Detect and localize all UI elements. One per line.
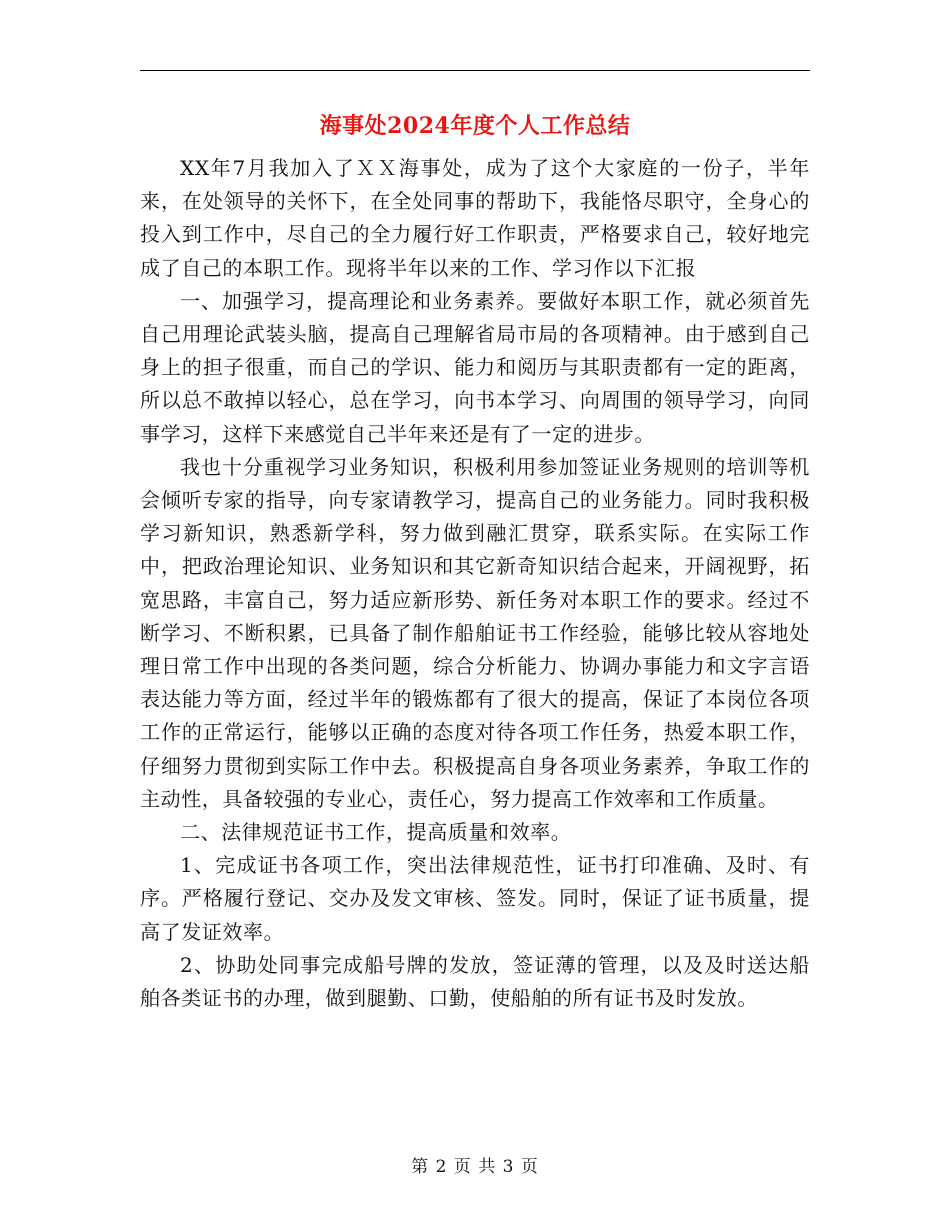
paragraph-item-2: 2、协助处同事完成船号牌的发放，签证薄的管理，以及及时送达船舶各类证书的办理，做到腿勤、口勤，使船舶的所有证书及时发放。 — [140, 952, 810, 1011]
document-body — [140, 152, 810, 1015]
document-title: 海事处2024年度个人工作总结 — [319, 113, 631, 139]
header-rule — [140, 70, 810, 71]
paragraph-business-study: 我也十分重视学习业务知识，积极利用参加签证业务规则的培训等机会倾听专家的指导，向专家请教学习，提高自己的业务能力。同时我积极学习新知识，熟悉新学科，努力做到融汇贯穿，联系实际。在实际工作中，把政治理论知识、业务知识和其它新奇知识结合起来，开阔视野，拓宽思路，丰富自己，努力适应新形势、新任务对本职工作的要求。经过不断学习、不断积累，已具备了制作船舶证书工作经验，能够比较从容地处理日常工作中出现的各类问题，综合分析能力、协调办事能力和文字言语表达能力等方面，经过半年的锻炼都有了很大的提高，保证了本岗位各项工作的正常运行，能够以正确的态度对待各项工作任务，热爱本职工作，仔细努力贯彻到实际工作中去。积极提高自身各项业务素养，争取工作的主动性，具备较强的专业心，责任心，努力提高工作效率和工作质量。 — [140, 454, 810, 811]
paragraph-intro: XX年7月我加入了ＸＸ海事处，成为了这个大家庭的一份子，半年来，在处领导的关怀下，在全处同事的帮助下，我能恪尽职守，全身心的投入到工作中，尽自己的全力履行好工作职责，严格要求自己，较好地完成了自己的本职工作。现将半年以来的工作、学习作以下汇报 — [140, 156, 810, 280]
page-number: 第 2 页 共 3 页 — [411, 1157, 539, 1177]
paragraph-item-1: 1、完成证书各项工作，突出法律规范性，证书打印准确、及时、有序。严格履行登记、交办及发文审核、签发。同时，保证了证书质量，提高了发证效率。 — [140, 853, 810, 944]
paragraph-section-2-heading: 二、法律规范证书工作，提高质量和效率。 — [180, 820, 572, 845]
paragraph-section-1: 一、加强学习，提高理论和业务素养。要做好本职工作，就必须首先自己用理论武装头脑，提高自己理解省局市局的各项精神。由于感到自己身上的担子很重，而自己的学识、能力和阅历与其职责都有一定的距离，所以总不敢掉以轻心，总在学习，向书本学习、向周围的领导学习，向同事学习，这样下来感觉自己半年来还是有了一定的进步。 — [140, 288, 810, 446]
